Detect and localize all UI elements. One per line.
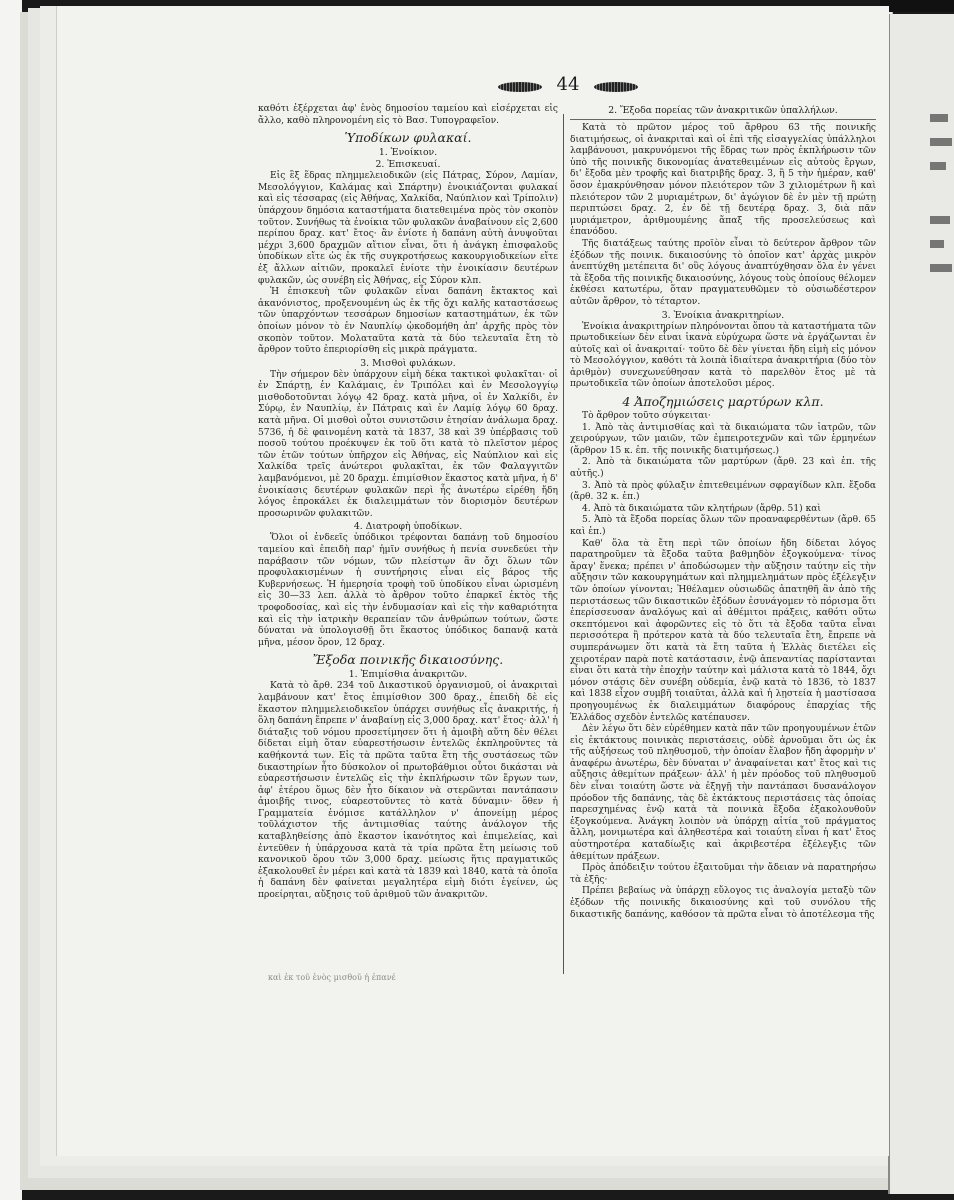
intro-text: καθότι ἐξέρχεται ἀφ' ἑνὸς δημοσίου ταμείου καὶ εἰσέρχεται εἰς ἄλλο, καθὸ πληρονομένη εἰς τὸ Βασ. Τυπογραφεῖον.: [258, 104, 558, 126]
paragraph: Πρέπει βεβαίως νὰ ὑπάρχῃ εὔλογος τις ἀναλογία μεταξὺ τῶν ἐξόδων τῆς ποινικῆς δικαιοσύνης καὶ τοῦ συνόλου τῆς δικαστικῆς δαπάνης, καθόσον τὰ πρῶτα εἶναι τὸ ἀποτέλεσμα τῆς: [570, 886, 876, 920]
heading-justice-expenses: Ἔξοδα ποινικῆς δικαιοσύνης.: [312, 652, 504, 668]
heading-rent: 3. Ἐνοίκια ἀνακριτηρίων.: [661, 309, 785, 321]
heading-prisons: Ὑποδίκων φυλακαί.: [344, 130, 472, 146]
page-header: [498, 76, 648, 98]
paragraph: Τῆς διατάξεως ταύτης προϊὸν εἶναι τὸ δεύτερον ἄρθρον τῶν ἐξόδων τῆς ποινικ. δικαιοσύνης τὸ ὁποῖον κατ' ἀρχὰς μικρὸν ἀνεπτύχθη μετέπειτα δι' οὓς λόγους ἀναπτύχθησαν ὅλα ἐν γένει τὰ ἔξοδα τῆς ποινικῆς δικαιοσύνης, λόγους τοὺς ὁποίους θέλομεν ἐκθέσει κατωτέρω, ὅταν πραγματευθῶμεν τὸ οὐσιωδέστερον αὐτῶν ἄρθρον, τὸ τέταρτον.: [570, 238, 876, 307]
heading-witness: 4 Ἀποζημιώσεις μαρτύρων κλπ.: [622, 394, 824, 410]
paragraph: Καθ' ὅλα τὰ ἔτη περὶ τῶν ὁποίων ἤδη δίδεται λόγος παρατηροῦμεν τὰ ἔξοδα ταῦτα βαθμηδὸν ἐξογκούμενα· τίνος ἄραγ' ἕνεκα; πρέπει ν' ἀποδώσωμεν τὴν αὔξησιν ταύτην εἰς τὴν αὔξησιν τῶν κακουργημάτων καὶ πλημμελημάτων πρὸς ἐξέλεγξιν τῶν ὁποίων γίνονται; Ἠθέλαμεν οὐσιωδῶς ἀπατηθῆ ἂν ἀπὸ τῆς περιστάσεως τῶν δικαστικῶν ἐξόδων ἐσυνάγομεν τὸ πόρισμα ὅτι ἐπερίσσευσαν ἀναλόγως καὶ αἱ ἀθέμιτοι πράξεις, καθότι οὕτω σκεπτόμενοι καὶ ἀφορῶντες εἰς τὸ ὅτι τὰ ἔξοδα ταῦτα εἶναι περισσότερα ἢ πρότερον κατὰ τὰ δύο τελευταῖα ἔτη, ἔπρεπε νὰ συμπεράνωμεν ὅτι κατὰ τὰ ἔτη ταῦτα ἡ Ἑλλὰς διετέλει εἰς χειροτέραν παρὰ ποτὲ κατάστασιν, ἐνῷ ἀπεναντίας παρίστανται εἶναι ὅτι κατὰ τὴν ἐποχὴν ταύτην καὶ μάλιστα κατὰ τὸ 1844, ὄχι μόνον στάσις δὲν συνέβη οὐδεμία, ἐνῷ κατὰ τὸ 1836, τὸ 1837 καὶ 1838 εἶχον συμβῆ τοιαῦται, ἀλλὰ καὶ ἡ λῃστεία ἡ μαστίσασα προηγουμένως ἐκ διαλειμμάτων διαφόρους ἐπαρχίας τῆς Ἑλλάδος σχεδὸν ἐντελῶς κατέπαυσεν.: [570, 538, 876, 723]
ornament-right-icon: [594, 82, 638, 92]
paragraph: Πρὸς ἀπόδειξιν τούτου ἐξαιτοῦμαι τὴν ἄδειαν νὰ παρατηρήσω τὰ ἑξῆς·: [570, 863, 876, 885]
paragraph: Κατὰ τὸ πρῶτον μέρος τοῦ ἄρθρου 63 τῆς ποινικῆς διατιμήσεως, οἱ ἀνακριταὶ καὶ οἱ ἐπὶ τῆς εἰσαγγελίας ὑπάλληλοι λαμβάνουσι, μακρυνόμενοι τῆς ἕδρας των πρὸς ἐκπλήρωσιν τῶν ὑπὸ τῆς ποινικῆς δικονομίας ἀνατεθειμένων εἰς αὐτοὺς ἔργων, δι' ἔξοδα μὲν τροφῆς καὶ διατριβῆς δραχ. 3, ἢ 5 τὴν ἡμέραν, καθ' ὅσον ἐμακρύνθησαν μόνον πλειότερον τῶν 3 χιλιομέτρων ἢ καὶ πλειότερον τῶν 2 μυριαμέτρων, δι' ἀγώγιον δὲ ἐν μὲν τῇ πρώτῃ περιπτώσει δραχ. 2, ἐν δὲ τῇ δευτέρᾳ δραχ. 3, διὰ πᾶν μυριάμετρον, ἀριθμουμένης ἅπαξ τῆς προσελεύσεως καὶ ἐπανόδου.: [570, 123, 876, 238]
paragraph: Κατὰ τὸ ἄρθ. 234 τοῦ Δικαστικοῦ ὀργανισμοῦ, οἱ ἀνακριταὶ λαμβάνουν κατ' ἔτος ἐπιμίσθιον 300 δραχ., ἐπειδὴ δὲ εἰς ἕκαστον πλημμελειοδικεῖον ὑπάρχει συνήθως εἷς ἀνακριτής, ἡ ὅλη δαπάνη ἔπρεπε ν' ἀναβαίνῃ εἰς 3,000 δραχ. κατ' ἔτος· ἀλλ' ἡ διάταξις τοῦ νόμου προσετίμησεν ὅτι ἡ ἀμοιβὴ αὕτη δὲν θέλει δίδεται εἰμὴ ὅταν εὐαρεστήσωσιν ἐντελῶς ἐκπληροῦντες τὰ καθήκοντά των. Εἰς τὰ πρῶτα ταῦτα ἔτη τῆς συστάσεως τῶν δικαστηρίων ἦτο δύσκολον οἱ πρωτοβάθμιοι οὗτοι δικάσται νὰ εὐαρεστήσωσιν ἐντελῶς εἰς τὴν ἐκπλήρωσιν τῶν ἔργων των, ἀφ' ἑτέρου ὅμως δὲν ἦτο δίκαιον νὰ στερῶνται παντάπασιν ἀμοιβῆς τινος, εὐαρεστοῦντες τὸ κατὰ δύναμιν· ὅθεν ἡ Γραμματεία ἐνόμισε κατάλληλον ν' ἀπονείμῃ μέρος τοῦλάχιστον τῆς ἀντιμισθίας ταύτης ἀνάλογον τῆς καταβληθείσης ἀπὸ ἕκαστον ἱκανότητος καὶ ἐπιμελείας, καὶ ἐντεῦθεν ἡ ὑπάρχουσα κατὰ τὰ τρία πρῶτα ἔτη μείωσις τοῦ κανονικοῦ ὅρου τῶν 3,000 δραχ. μείωσις ἥτις πραγματικῶς ἐξακολουθεῖ ἐν μέρει καὶ κατὰ τὰ 1839 καὶ 1840, κατὰ τὰ ὁποῖα ἡ δαπάνη δὲν φαίνεται μεγαλητέρα εἰμὴ διότι ἐγείνεν, ὡς προείρηται, αὔξησις τοῦ ἀριθμοῦ τῶν ἀνακριτῶν.: [258, 681, 558, 901]
paragraph: Ἡ ἐπισκευὴ τῶν φυλακῶν εἶναι δαπάνη ἔκτακτος καὶ ἀκανόνιστος, προξενουμένη ὡς ἐκ τῆς ὄχι καλῆς καταστάσεως τῶν ὑπαρχόντων τεσσάρων δημοσίων καταστημάτων, ἐκ τῶν ὁποίων μόνον τὸ ἐν Ναυπλίῳ ᾠκοδομήθη ἀπ' ἀρχῆς πρὸς τὸν σκοπὸν τοῦτον. Μολαταῦτα κατὰ τὰ δύο τελευταῖα ἔτη τὸ ἄρθρον τοῦτο ἐπεριορίσθη εἰς μικρὰ πράγματα.: [258, 287, 558, 356]
paragraph: Τὴν σήμερον δὲν ὑπάρχουν εἰμὴ δέκα τακτικοὶ φυλακῖται· οἱ ἐν Σπάρτῃ, ἐν Καλάμαις, ἐν Τριπόλει καὶ ἐν Μεσολογγίῳ μισθοδοτοῦνται λόγῳ 42 δραχ. κατὰ μῆνα, οἱ ἐν Χαλκίδι, ἐν Σύρῳ, ἐν Ναυπλίῳ, ἐν Πάτραις καὶ ἐν Λαμίᾳ λόγῳ 60 δραχ. κατὰ μῆνα. Οἱ μισθοὶ οὗτοι συνιστῶσιν ἐτησίαν ἀνάλωμα δραχ. 5736, ἡ δὲ φαινομένη κατὰ τὰ 1837, 38 καὶ 39 ὑπέρβασις τοῦ ποσοῦ τούτου προέκυψεν ἐκ τοῦ ὅτι κατὰ τὸ πλεῖστον μέρος τῶν ἐτῶν τούτων ὑπῆρχον εἰς Ἀθήνας, εἰς Ναύπλιον καὶ εἰς Χαλκίδα τρεῖς ἀνώτεροι φυλακῖται, ἐκ τῶν Φαλαγγιτῶν λαμβανόμενοι, μὲ 20 δραχμ. ἐπιμίσθιον ἕκαστος κατὰ μῆνα, ἡ δ' ἐνοικίασις δευτέρων φυλακῶν περὶ ἧς ἀνωτέρω εἰρέθη ἤδη λόγος ἐπροκάλει ἐκ διαλειμμάτων τὸν διορισμὸν δευτέρων προσωρινῶν φυλακιτῶν.: [258, 369, 558, 519]
paragraph: Ὅλοι οἱ ἐνδεεῖς ὑπόδικοι τρέφονται δαπάνῃ τοῦ δημοσίου ταμείου καὶ ἐπειδὴ παρ' ἡμῖν συνήθως ἡ πενία συνεδεύει τὴν παράβασιν τῶν νόμων, τῶν πλείστων ἂν ὄχι ὅλων τῶν προφυλακισμένων ἡ συντήρησις εἶναι εἰς βάρος τῆς Κυβερνήσεως. Ἡ ἡμερησία τροφὴ τοῦ ὑποδίκου εἶναι ὡρισμένη εἰς 30—33 λεπ. ἀλλὰ τὸ ἄρθρον τοῦτο ἐπαρκεῖ ἐκτὸς τῆς τροφοδοσίας, καὶ εἰς τὴν ἐνδυμασίαν καὶ εἰς τὴν καθαριότητα καὶ εἰς τὴν ἰατρικὴν θεραπείαν τῶν ἀνθρώπων τούτων, ὥστε δύναται νὰ ὑπολογισθῇ ὅτι ἕκαστος ὑπόδικος δαπανᾷ κατὰ μῆνα, μέσον ὅρον, 12 δραχ.: [258, 533, 558, 648]
paragraph: Δὲν λέγω ὅτι δὲν εὑρέθημεν κατὰ πᾶν τῶν προηγουμένων ἐτῶν εἰς ἐκτάκτους ποινικὰς περιστάσεις, οὐδὲ ἀρνοῦμαι ὅτι ὡς ἐκ τῆς αὐξήσεως τοῦ πληθυσμοῦ, τὴν ὁποίαν ἔλαβον ἤδη ἀφορμὴν ν' ἀναφέρω ἀνωτέρω, δὲν δύναται ν' ἀναφαίνεται κατ' ἔτος καὶ τις αὔξησις ἀθεμίτων πράξεων· ἀλλ' ἡ μὲν πρόοδος τοῦ πληθυσμοῦ δὲν εἶναι τοιαύτη ὥστε νὰ ἐξηγῇ τὴν παντάπασι δυσανάλογον πρόοδον τῆς δαπάνης, τὰς δὲ ἐκτάκτους περιστάσεις τὰς ὁποίας παρεσχημένας ἐνῷ κατὰ τὰ ποινικὰ ἔξοδα ἐξακολουθοῦν ἐξογκούμενα. Ἀνάγκη λοιπὸν νὰ ὑπάρχῃ αἰτία τοῦ πράγματος ἄλλη, μονιμωτέρα καὶ ἀληθεστέρα καὶ τοιαύτη εἶναι ἡ κατ' ἔτος αὐστηροτέρα καταδίωξις καὶ ἀκριβεστέρα ἐξέλεγξις τῶν ἀθεμίτων πράξεων.: [570, 724, 876, 862]
facing-page-edge: [888, 14, 954, 1194]
left-column: [258, 104, 558, 902]
list-item: 2. Ἀπὸ τὰ δικαιώματα τῶν μαρτύρων (ἄρθ. 23 καὶ ἑπ. τῆς αὐτῆς.): [570, 457, 876, 480]
list-item: 3. Ἀπὸ τὰ πρὸς φύλαξιν ἐπιτεθειμένων σφραγίδων κλπ. ἔξοδα (ἄρθ. 32 κ. ἑπ.): [570, 480, 876, 503]
scan-left-margin: [0, 0, 22, 1200]
page-number: 44: [556, 74, 580, 95]
item-repairs: 2. Ἐπισκευαί.: [375, 159, 441, 171]
list-item: 4. Ἀπὸ τὰ δικαιώματα τῶν κλητήρων (ἄρθρ. 51) καὶ: [582, 503, 821, 514]
list-item: 1. Ἀπὸ τὰς ἀντιμισθίας καὶ τὰ δικαιώματα τῶν ἰατρῶν, τῶν χειρούργων, τῶν μαιῶν, τῶν ἐμπειροτεχνῶν καὶ τῶν ἑρμηνέων (ἄρθρον 15 κ. ἑπ. τῆς ποινικῆς διατιμήσεως.): [570, 422, 876, 456]
heading-salaries: 3. Μισθοὶ φυλάκων.: [360, 357, 456, 369]
list-item: 5. Ἀπὸ τὰ ἔξοδα πορείας ὅλων τῶν προαναφερθέντων (ἄρθ. 65 καὶ ἑπ.): [570, 515, 876, 537]
item-rent: 1. Ἐνοίκιον.: [378, 147, 438, 159]
column-divider: [563, 114, 564, 974]
paragraph: Εἰς ἓξ ἕδρας πλημμελειοδικῶν (εἰς Πάτρας, Σύρον, Λαμίαν, Μεσολόγγιον, Καλάμας καὶ Σπάρτην) ἐνοικιάζονται φυλακαί καὶ εἰς τέσσαρας (εἰς Ἀθήνας, Χαλκίδα, Ναύπλιον καὶ Τρίπολιν) ὑπάρχουν δημόσια καταστήματα διατεθειμένα πρὸς τὸν σκοπὸν τοῦτον. Συνήθως τὰ ἐνοίκια τῶν φυλακῶν ἀναβαίνουν εἰς 2,600 περίπου δραχ. κατ' ἔτος· ἂν ἐνίοτε ἡ δαπάνη αὐτὴ ἀνυψοῦται μέχρι 3,600 δραχμῶν αἴτιον εἶναι, ὅτι ἡ ἀνάγκη ἐπισφαλοῦς ὑποδίκων εἴτε ὡς ἐκ τῆς συγκροτήσεως κακουργιοδικείων εἴτε ἐξ ἄλλων αἰτιῶν, προκαλεῖ ἐνίοτε τὴν ἐνοικίασιν δευτέρων φυλακῶν, ὡς συνέβη εἰς Ἀθήνας, εἰς Σύρον κλπ.: [258, 171, 558, 286]
scan-dark-corner: [880, 0, 954, 12]
footer-fragment: καὶ ἐκ τοῦ ἑνὸς μισθοῦ ἡ ἐπανέ: [268, 973, 396, 982]
heading-food: 4. Διατροφὴ ὑποδίκων.: [353, 521, 463, 533]
right-column: [570, 104, 876, 921]
heading-stipends: 1. Ἐπιμίσθια ἀνακριτῶν.: [348, 669, 468, 681]
paragraph: Τὸ ἄρθρον τοῦτο σύγκειται·: [582, 411, 711, 422]
heading-travel: 2. Ἔξοδα πορείας τῶν ἀνακριτικῶν ὑπαλλήλων.: [608, 105, 838, 116]
ornament-left-icon: [498, 82, 542, 92]
paragraph: Ἐνοίκια ἀνακριτηρίων πληρόνονται ὅπου τὰ καταστήματα τῶν πρωτοδικείων δὲν εἶναι ἱκανὰ εὐρύχωρα ὥστε νὰ ἐργάζωνται ἐν αὐτοῖς καὶ οἱ ἀνακριταί· τοῦτο δὲ δὲν γίνεται ἤδη εἰμὴ εἰς μόνον τὸ Μεσολόγγιον, καθότι τὰ λοιπὰ ἰδιαίτερα ἀνακριτήρια (δύο τὸν ἀριθμὸν) συνεχωνεύθησαν κατὰ τὸ παρελθὸν ἔτος μὲ τὰ πρωτοδικεῖα τῶν ὁποίων ἀποτελοῦσι μέρος.: [570, 321, 876, 390]
heading-rule: [570, 119, 876, 120]
